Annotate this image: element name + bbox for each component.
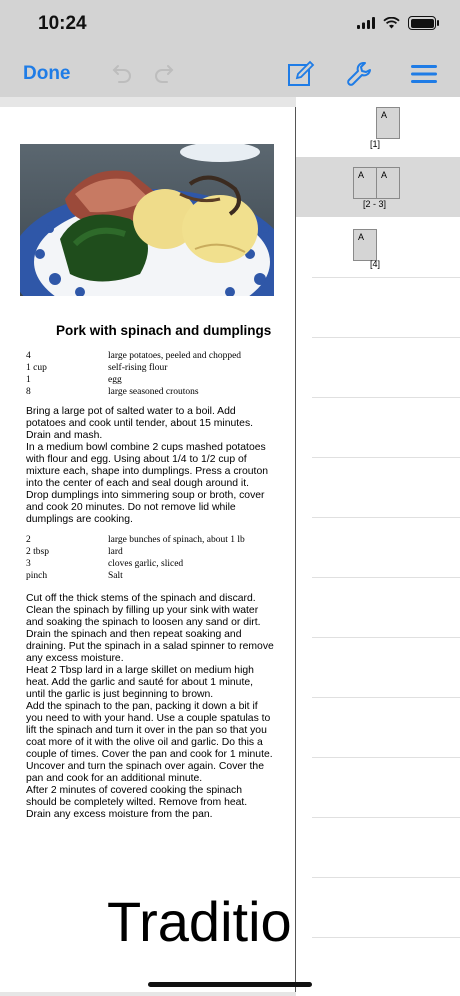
ingredient-row: 1 egg <box>26 375 122 385</box>
instruction-paragraph: Add the spinach to the pan, packing it down a bit if you need to with your hand. Use a couple spatulas to lift the spinach and turn it over in the pan so that you coat more of it with the olive oil and garlic. Do this a couple of times. Cover the pan and cook for 1 minute. <box>26 701 273 760</box>
thumbnail-label: [2 - 3] <box>363 199 387 209</box>
instruction-paragraph: Uncover and turn the spinach over again. Cover the pan and cook for an additional minute. <box>26 761 264 784</box>
ingredients-table-1 <box>26 350 286 398</box>
thumbnail-page-image: A <box>376 107 400 139</box>
divider <box>312 937 460 938</box>
thumbnail-page-1[interactable] <box>296 97 460 157</box>
instruction-paragraph: Heat 2 Tbsp lard in a large skillet on medium high heat. Add the garlic and sauté for about 1 minute, until the garlic is just beginning to brown. <box>26 665 254 700</box>
battery-icon <box>408 16 436 30</box>
undo-icon[interactable] <box>107 60 135 88</box>
thumbnail-label: [1] <box>370 139 381 149</box>
thumbnail-page-image: A <box>376 167 400 199</box>
divider <box>312 757 460 758</box>
divider <box>312 637 460 638</box>
thumbnail-label: [4] <box>370 259 381 269</box>
thumbnail-page-4[interactable] <box>296 217 460 277</box>
divider <box>312 877 460 878</box>
wrench-icon[interactable] <box>345 60 373 88</box>
redo-icon[interactable] <box>151 60 179 88</box>
menu-icon[interactable] <box>410 60 438 88</box>
ingredient-row: pinch Salt <box>26 571 123 581</box>
divider <box>312 577 460 578</box>
instruction-paragraph: In a medium bowl combine 2 cups mashed potatoes with flour and egg. Using about 1/4 to 1/2 cup of mixture each, shape into dumplings. Press a crouton into the center of each and seal dough around it. <box>26 442 268 489</box>
signal-icon <box>357 17 375 29</box>
ingredients-table-2 <box>26 534 286 582</box>
divider <box>312 397 460 398</box>
page-view[interactable] <box>0 97 296 996</box>
divider <box>312 697 460 698</box>
divider <box>312 337 460 338</box>
divider <box>312 457 460 458</box>
ingredient-row: 3 cloves garlic, sliced <box>26 559 184 569</box>
instruction-paragraph: Cut off the thick stems of the spinach and discard. Clean the spinach by filling up your sink with water and soaking the spinach to loosen any sand or dirt. Drain the spinach and then repeat soaking and draining. Put the spinach in a salad spinner to remove any excess moisture. <box>26 593 274 664</box>
top-bar <box>0 0 460 97</box>
done-button[interactable]: Done <box>23 63 71 84</box>
ingredient-row: 1 cup self-rising flour <box>26 363 168 373</box>
home-indicator[interactable] <box>148 982 312 987</box>
ingredient-row: 2 large bunches of spinach, about 1 lb <box>26 535 245 545</box>
divider <box>312 517 460 518</box>
instruction-paragraph: Bring a large pot of salted water to a boil. Add potatoes and cook until tender, about 15 minutes. Drain and mash. <box>26 406 254 441</box>
recipe-title: Pork with spinach and dumplings <box>56 323 272 338</box>
instructions-1 <box>26 406 274 526</box>
thumbnail-page-image: A <box>353 167 377 199</box>
wifi-icon <box>383 17 400 29</box>
document-page[interactable] <box>0 107 296 992</box>
instruction-paragraph: After 2 minutes of covered cooking the spinach should be completely wilted. Remove from heat. Drain any excess moisture from the pan. <box>26 785 248 820</box>
divider <box>312 277 460 278</box>
instructions-2 <box>26 593 274 821</box>
ingredient-row: 4 large potatoes, peeled and chopped <box>26 351 242 361</box>
instruction-paragraph: Drop dumplings into simmering soup or broth, cover and cook 20 minutes. Do not remove lid while dumplings are cooking. <box>26 490 265 525</box>
divider <box>312 817 460 818</box>
page-thumbnails[interactable] <box>296 97 460 996</box>
ingredient-row: 2 tbsp lard <box>26 547 123 557</box>
status-time: 10:24 <box>38 13 87 34</box>
status-icons <box>357 16 436 30</box>
ingredient-row: 8 large seasoned croutons <box>26 387 199 397</box>
thumbnail-page-2-3[interactable] <box>296 157 460 217</box>
thumbnail-page-image: A <box>353 229 377 261</box>
recipe-photo <box>20 144 274 296</box>
next-page-heading: Traditio <box>107 890 292 953</box>
edit-icon[interactable] <box>287 60 315 88</box>
